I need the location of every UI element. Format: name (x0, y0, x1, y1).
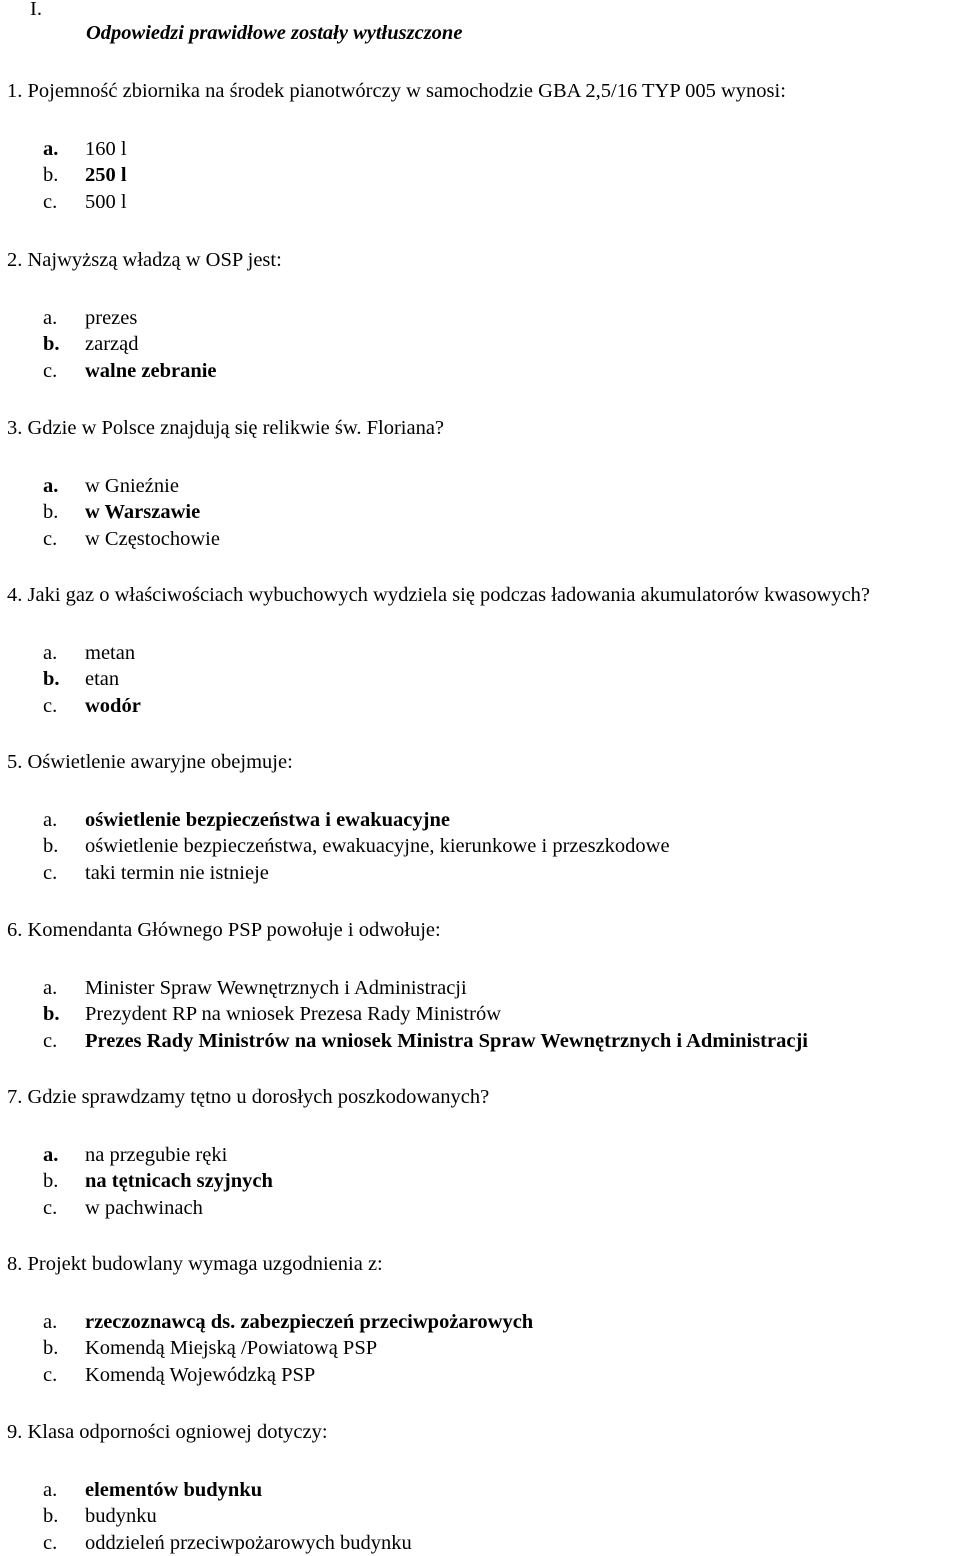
option-letter: a. (43, 1144, 59, 1166)
answer-option (43, 1195, 203, 1221)
question-1: 1. Pojemność zbiornika na środek pianotwórczy w samochodzie GBA 2,5/16 TYP 005 wynosi: (7, 80, 786, 102)
option-letter: b. (43, 164, 59, 187)
question-6: 6. Komendanta Głównego PSP powołuje i odwołuje: (7, 919, 441, 941)
question-9: 9. Klasa odporności ogniowej dotyczy: (7, 1421, 328, 1443)
question-3: 3. Gdzie w Polsce znajdują się relikwie św. Floriana? (7, 417, 445, 439)
option-letter: c. (43, 861, 58, 884)
option-letter: b. (43, 1003, 60, 1026)
option-letter: a. (43, 977, 58, 999)
answer-option (43, 807, 450, 833)
option-text: oświetlenie bezpieczeństwa i ewakuacyjne (85, 809, 450, 831)
option-text: 500 l (85, 190, 127, 213)
option-letter: b. (43, 1170, 59, 1193)
option-text: w Warszawie (85, 501, 201, 524)
option-text: w Gnieźnie (85, 475, 179, 497)
option-text: 250 l (85, 164, 127, 187)
option-letter: c. (43, 359, 58, 382)
option-text: w Częstochowie (85, 527, 220, 550)
answer-option (43, 693, 141, 719)
answer-option (43, 1477, 262, 1503)
answer-option (43, 640, 135, 666)
answer-option (43, 666, 119, 692)
option-letter: a. (43, 809, 58, 831)
option-text: na przegubie ręki (85, 1144, 228, 1166)
answer-option (43, 975, 467, 1001)
question-5: 5. Oświetlenie awaryjne obejmuje: (7, 751, 293, 773)
answer-option (43, 358, 217, 384)
answer-option (43, 189, 127, 215)
option-text: Komendą Miejską /Powiatową PSP (85, 1337, 378, 1360)
option-letter: c. (43, 527, 58, 550)
option-text: prezes (85, 307, 138, 329)
answer-option (43, 331, 138, 357)
question-4: 4. Jaki gaz o właściwościach wybuchowych wydziela się podczas ładowania akumulatorów kwasowych? (7, 584, 871, 606)
answer-option (43, 833, 670, 859)
document-header: Odpowiedzi prawidłowe zostały wytłuszczone (86, 22, 463, 44)
option-letter: b. (43, 1505, 59, 1528)
option-letter: b. (43, 501, 59, 524)
section-number: I. (30, 0, 42, 20)
answer-option (43, 1503, 157, 1529)
option-letter: a. (43, 1311, 58, 1333)
option-text: elementów budynku (85, 1479, 263, 1501)
answer-option (43, 1309, 533, 1335)
option-letter: c. (43, 1531, 58, 1554)
answer-option (43, 526, 220, 552)
option-letter: c. (43, 190, 58, 213)
answer-option (43, 499, 200, 525)
option-letter: c. (43, 1196, 58, 1219)
answer-option (43, 1028, 808, 1054)
option-letter: b. (43, 333, 60, 356)
option-text: Prezydent RP na wniosek Prezesa Rady Ministrów (85, 1003, 502, 1026)
question-2: 2. Najwyższą władzą w OSP jest: (7, 249, 282, 271)
option-text: metan (85, 642, 136, 664)
option-text: Prezes Rady Ministrów na wniosek Ministra Spraw Wewnętrznych i Administracji (85, 1029, 808, 1052)
option-text: oddzieleń przeciwpożarowych budynku (85, 1531, 412, 1554)
answer-option (43, 1001, 501, 1027)
option-letter: b. (43, 668, 60, 691)
option-text: Minister Spraw Wewnętrznych i Administracji (85, 977, 467, 999)
answer-option (43, 162, 127, 188)
option-text: oświetlenie bezpieczeństwa, ewakuacyjne, kierunkowe i przeszkodowe (85, 835, 670, 858)
option-text: na tętnicach szyjnych (85, 1170, 273, 1193)
option-letter: a. (43, 642, 58, 664)
answer-option (43, 860, 269, 886)
question-8: 8. Projekt budowlany wymaga uzgodnienia z: (7, 1253, 383, 1275)
option-text: wodór (85, 694, 141, 717)
option-letter: a. (43, 307, 58, 329)
option-letter: c. (43, 1029, 58, 1052)
option-letter: c. (43, 1363, 58, 1386)
answer-option (43, 1362, 315, 1388)
option-text: taki termin nie istnieje (85, 861, 269, 884)
option-letter: b. (43, 835, 59, 858)
option-text: 160 l (85, 138, 127, 160)
option-letter: a. (43, 475, 59, 497)
question-7: 7. Gdzie sprawdzamy tętno u dorosłych poszkodowanych? (7, 1086, 490, 1108)
answer-option (43, 136, 127, 162)
option-text: rzeczoznawcą ds. zabezpieczeń przeciwpożarowych (85, 1311, 534, 1333)
option-text: Komendą Wojewódzką PSP (85, 1363, 316, 1386)
answer-option (43, 1530, 412, 1556)
option-letter: a. (43, 138, 59, 160)
option-text: etan (85, 668, 120, 691)
answer-option (43, 305, 137, 331)
option-text: budynku (85, 1505, 157, 1528)
answer-option (43, 1168, 273, 1194)
option-text: walne zebranie (85, 359, 217, 382)
option-letter: a. (43, 1479, 58, 1501)
option-letter: c. (43, 694, 58, 717)
answer-option (43, 473, 179, 499)
option-text: w pachwinach (85, 1196, 203, 1219)
option-text: zarząd (85, 333, 139, 356)
answer-option (43, 1335, 377, 1361)
option-letter: b. (43, 1337, 59, 1360)
answer-option (43, 1142, 227, 1168)
